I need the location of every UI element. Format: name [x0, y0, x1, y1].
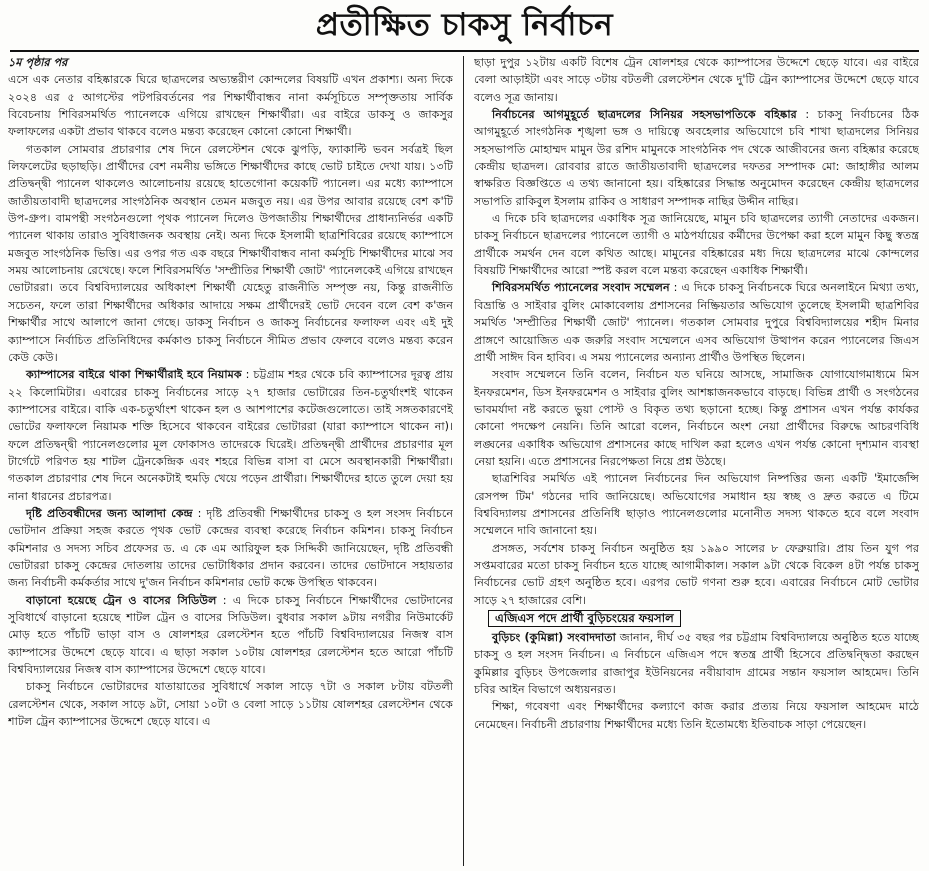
article-paragraph: গতকাল সোমবার প্রচারণার শেষ দিনে রেলস্টেশন থেকে ঝুপড়ি, ফ্যাকাল্টি ভবন সর্বত্রই ছিল লিফলেটের ছড়াছড়ি। প্রার্থীদের বেশ নমনীয় ভঙ্গিতে শিক্ষার্থীদের কাছে ভোট চাইতে দেখা যায়। ১৩টি প্রতিদ্বন্দ্বী প্যানেল থাকলেও আলোচনায় রয়েছে হাতেগোনা কয়েকটি প্যানেল। এর মধ্যে ক্যাম্পাসে জাতীয়তাবাদী ছাত্রদলের সাংগঠনিক অবস্থান তেমন মজবুত নয়। এর উপর আবার রয়েছে বেশ ক'টি উপ-গ্রুপ। বামপন্থী সংগঠনগুলো পৃথক প্যানেল দিলেও উপজাতীয় শিক্ষার্থীদের প্রাধান্যনির্ভর একটি প্যানেল থাকায় তারাও সুবিধাজনক অবস্থায় নেই। অন্য দিকে ইসলামী ছাত্রশিবিরের রয়েছে ক্যাম্পাসে মজবুত সাংগঠনিক ভিত্তি। এর ওপর গত এক বছরে শিক্ষার্থীবান্ধব নানা কর্মসূচি শিক্ষার্থীদের মাঝে সব সময় আলোচনায় রেখেছে। ফলে শিবিরসমর্থিত 'সম্প্রীতির শিক্ষার্থী জোট' প্যানেলকেই এগিয়ে রাখছেন ভোটাররা। তবে বিশ্ববিদ্যালয়ের অধিকাংশ শিক্ষার্থী যেহেতু রাজনীতি সম্পৃক্ত নয়, কিন্তু রাজনীতি সচেতন, ফলে তারা শিক্ষার্থীদের অধিকার আদায়ে সক্ষম প্রার্থীদেরই ভোট দেবেন বলে বেশ ক'জন শিক্ষার্থীর সাথে আলাপে জানা গেছে। ডাকসু নির্বাচন ও জাকসু নির্বাচনের ফলাফল এবং এই দুই ক্যাম্পাসে নির্বাচিত প্রতিনিধিদের কর্মকাণ্ড চাকসু নির্বাচনে সীমিত প্রভাব ফেলবে বলেও মন্তব্য করেন কেউ কেউ।: [8, 142, 453, 364]
article-paragraph: চাকসু নির্বাচনে ভোটারদের যাতায়াতের সুবিধার্থে সকাল সাড়ে ৭টা ও সকাল ৮টায় বটতলী রেলস্টেশন থেকে, সকাল সাড়ে ৯টা, সোয়া ১০টা ও বেলা সাড়ে ১১টায় ষোলশহর রেলস্টেশন থেকে শাটল ট্রেন ক্যাম্পাসের উদ্দেশে ছেড়ে যাবে। এ: [8, 680, 453, 729]
article-paragraph: শিক্ষা, গবেষণা এবং শিক্ষার্থীদের কল্যাণে কাজ করার প্রত্যয় নিয়ে ফয়সাল আহমেদ মাঠে নেমেছেন। নির্বাচনী প্রচারণায় শিক্ষার্থীদের মধ্যে তিনি ইতোমধ্যে ইতিবাচক সাড়া পেয়েছেন।: [474, 700, 919, 731]
paragraph-text: : এ দিকে চাকসু নির্বাচনে শিক্ষার্থীদের ভোটদানের সুবিধার্থে বাড়ানো হয়েছে শাটল ট্রেন ও বাসের সিডিউল। বুধবার সকাল ৯টায় নগরীর নিউমার্কেট মোড় হতে পাঁচটি ভাড়া বাস ও ষোলশহর রেলস্টেশন হতে পাঁচটি বিশ্ববিদ্যালয়ের নিজস্ব বাস ক্যাম্পাসের উদ্দেশে ছেড়ে যাবে। এ ছাড়া সকাল ১০টায় ষোলশহর রেলস্টেশন হতে আরো পাঁচটি বিশ্ববিদ্যালয়ের নিজস্ব বাস ক্যাম্পাসের উদ্দেশে ছেড়ে যাবে।: [8, 593, 453, 677]
article-paragraph: [474, 279, 919, 366]
headline-rule: [10, 50, 919, 52]
paragraph-text: জানান, দীর্ঘ ৩৫ বছর পর চট্টগ্রাম বিশ্ববিদ্যালয়ে অনুষ্ঠিত হতে যাচ্ছে চাকসু ও হল সংসদ নির্বাচন। এ নির্বাচনে এজিএস পদে স্বতন্ত্র প্রার্থী হিসেবে প্রতিদ্বন্দ্বিতা করছেন কুমিল্লার বুড়িচং উপজেলার রাজাপুর ইউনিয়নের নবীয়াবাদ গ্রামের সন্তান ফয়সাল আহমেদ। তিনি চবির আইন বিভাগে অধ্যয়নরত।: [474, 631, 919, 697]
correspondent-credit: বুড়িচং (কুমিল্লা) সংবাদদাতা: [492, 631, 616, 644]
article-paragraph: প্রসঙ্গত, সর্বশেষ চাকসু নির্বাচন অনুষ্ঠিত হয় ১৯৯০ সালের ৮ ফেব্রুয়ারি। প্রায় তিন যুগ পর সপ্তমবারের মতো চাকসু নির্বাচন হতে যাচ্ছে আগামীকাল। সকাল ৯টা থেকে বিকেল ৪টা পর্যন্ত চাকসু নির্বাচনের ভোট গ্রহণ অনুষ্ঠিত হবে। এরপর ভোট গণনা শুরু হবে। এবারের নির্বাচনে মোট ভোটার সাড়ে ২৭ হাজারের বেশি।: [474, 541, 919, 607]
article-paragraph: এসে এক নেতার বহিষ্কারকে ঘিরে ছাত্রদলের অভ্যন্তরীণ কোন্দলের বিষয়টি এখন প্রকাশ্য। অন্য দিকে ২০২৪ এর ৫ আগস্টের পটপরিবর্তনের পর শিক্ষার্থীবান্ধব নানা কর্মসূচিতে সম্পৃক্ততায় সার্বিক বিবেচনায় শিবিরসমর্থিত প্যানেলকে এগিয়ে রাখছেন শিক্ষার্থীরা। এর বাইরে ডাকসু ও জাকসুর ফলাফলের একটা প্রভাব থাকবে বলেও মন্তব্য করেছেন কোনো কোনো শিক্ষার্থী।: [8, 73, 453, 139]
column-divider: [463, 56, 464, 866]
page-title: প্রতীক্ষিত চাকসু নির্বাচন: [315, 7, 614, 43]
article-paragraph: [8, 505, 453, 592]
article-paragraph: [474, 106, 919, 210]
article-paragraph: সংবাদ সম্মেলনে তিনি বলেন, নির্বাচন যত ঘনিয়ে আসছে, সামাজিক যোগাযোগমাধ্যমে মিস ইনফরমেশন, ডিস ইনফরমেশন ও সাইবার বুলিং আশঙ্কাজনকভাবে বাড়ছে। বিভিন্ন প্রার্থী ও সংগঠনের ভাবমর্যাদা নষ্ট করতে ভুয়া পোস্ট ও বিকৃত তথ্য ছড়ানো হচ্ছে। কিন্তু প্রশাসন এখন পর্যন্ত কার্যকর কোনো পদক্ষেপ নেয়নি। তিনি আরো বলেন, নির্বাচনে অংশ নেয়া প্রার্থীদের বিরুদ্ধে আচরণবিধি লঙ্ঘনের একাধিক অভিযোগ প্রশাসনের কাছে দাখিল করা হলেও এখন পর্যন্ত কোনো দৃশ্যমান ব্যবস্থা নেয়া হয়নি। এতে প্রশাসনের নিরপেক্ষতা নিয়ে প্রশ্ন উঠছে।: [474, 368, 919, 468]
paragraph-text: : এ দিকে চাকসু নির্বাচনকে ঘিরে অনলাইনে মিথ্যা তথ্য, বিভ্রান্তি ও সাইবার বুলিং মোকাবেলায় প্রশাসনের নিষ্ক্রিয়তার অভিযোগ তুলেছে ইসলামী ছাত্রশিবির সমর্থিত 'সম্প্রীতির শিক্ষার্থী জোট' প্যানেল। গতকাল সোমবার দুপুরে বিশ্ববিদ্যালয়ের শহীদ মিনার প্রাঙ্গণে আয়োজিত এক জরুরি সংবাদ সম্মেলনে এসব অভিযোগ উত্থাপন করেন প্যানেলের জিএস প্রার্থী সাঈদ বিন হাবিব। এ সময় প্যানেলের অন্যান্য প্রার্থীও উপস্থিত ছিলেন।: [474, 281, 919, 364]
article-column-left: [8, 54, 453, 869]
article-column-right: [474, 54, 919, 869]
continued-from-kicker: ১ম পৃষ্ঠার পর: [8, 56, 68, 69]
paragraph-text: : চট্টগ্রাম শহর থেকে চবি ক্যাম্পাসের দূরত্ব প্রায় ২২ কিলোমিটার। এবারের চাকসু নির্বাচনের সাড়ে ২৭ হাজার ভোটারের তিন-চতুর্থাংশই থাকেন ক্যাম্পাসের বাইরে। বাকি এক-চতুর্থাংশ থাকেন হল ও আশপাশের কটেজগুলোতে। তাই সঙ্গতকারণেই ভোটের ফলাফলে নিয়ামক শক্তি হিসেবে থাকবেন বাইরের ভোটাররা (যারা ক্যাম্পাসে থাকেন না)। ফলে প্রতিদ্বন্দ্বী প্যানেলগুলোর মূল ফোকাসও তাদেরকে ঘিরেই। প্রতিদ্বন্দ্বী প্রার্থীদের প্রচারণার মূল টার্গেটে পরিণত হয় শাটল ট্রেনকেন্দ্রিক এবং শহরে বিভিন্ন বাসা বা মেসে অবস্থানকারী শিক্ষার্থীরা। গতকাল প্রচারণার শেষ দিনে অনেকটাই হুমড়ি খেয়ে পড়েন প্রার্থীরা। শিক্ষার্থীদের হাতে তুলে দেয়া হয় নানা ধারনের প্রচারপত্র।: [8, 368, 453, 503]
paragraph-text: : দৃষ্টি প্রতিবন্ধী শিক্ষার্থীদের চাকসু ও হল সংসদ নির্বাচনে ভোটদান প্রক্রিয়া সহজ করতে পৃথক ভোট কেন্দ্রের ব্যবস্থা করেছে নির্বাচন কমিশন। চাকসু নির্বাচন কমিশনার ও সদস্য সচিব প্রফেসর ড. এ কে এম আরিফুল হক সিদ্দিকী জানিয়েছেন, দৃষ্টি প্রতিবন্ধী ভোটাররা চাকসু কেন্দ্রের দোতলায় তাদের ভোটাধিকার প্রদান করবেন। তাদের ভোটদানে সহায়তার জন্য নির্বাচনী কর্মকর্তার সাথে দু'জন নির্বাচন কমিশনার ভোট কক্ষে উপস্থিত থাকবেন।: [8, 506, 453, 590]
subheading: বাড়ানো হয়েছে ট্রেন ও বাসের সিডিউল: [26, 593, 217, 607]
article-paragraph: ছাড়া দুপুর ১২টায় একটি বিশেষ ট্রেন ষোলশহর থেকে ক্যাম্পাসের উদ্দেশে ছেড়ে যাবে। এর বাইরে বেলা আড়াইটা এবং সাড়ে ৩টায় বটতলী রেলস্টেশন থেকে দু'টি ট্রেন ক্যাম্পাসের উদ্দেশে ছেড়ে যাবে বলেও সূত্র জানায়।: [474, 56, 919, 104]
subheading: শিবিরসমর্থিত প্যানেলের সংবাদ সম্মেলন: [492, 281, 670, 295]
article-paragraph: এ দিকে চবি ছাত্রদলের একাধিক সূত্র জানিয়েছে, মামুন চবি ছাত্রদলের ত্যাগী নেতাদের একজন। চাকসু নির্বাচনে ছাত্রদলের প্যানেলে ত্যাগী ও মাঠপর্যায়ের কর্মীদের উপেক্ষা করা হলে মামুন কিছু স্বতন্ত্র প্রার্থীকে সমর্থন দেন বলে কথিত আছে। মামুনের বহিষ্কারের মধ্য দিয়ে ছাত্রদলের মাঝে কোন্দলের বিষয়টি শিক্ষার্থীদের আরো স্পষ্ট করল বলে মন্তব্য করেছেন একাধিক শিক্ষার্থী।: [474, 212, 919, 278]
article-paragraph: [8, 592, 453, 679]
subheading: নির্বাচনের আগমুহূর্তে ছাত্রদলের সিনিয়র সহসভাপতিকে বহিষ্কার: [492, 108, 797, 122]
article-paragraph: [8, 54, 453, 71]
article-paragraph: [8, 366, 453, 505]
subheading: দৃষ্টি প্রতিবন্ধীদের জন্য আলাদা কেন্দ্র: [26, 506, 193, 520]
paragraph-text: : চাকসু নির্বাচনের ঠিক আগমুহূর্তে সাংগঠনিক শৃঙ্খলা ভঙ্গ ও দায়িত্বে অবহেলার অভিযোগে চবি শাখা ছাত্রদলের সিনিয়র সহসভাপতি মোহাম্মদ মামুন উর রশিদ মামুনকে সাংগঠনিক পদ থেকে আজীবনের জন্য বহিষ্কার করেছে কেন্দ্রীয় ছাত্রদল। রোববার রাতে জাতীয়তাবাদী ছাত্রদলের দফতর সম্পাদক মো: জাহাঙ্গীর আলম স্বাক্ষরিত বিজ্ঞপ্তিতে এ তথ্য জানানো হয়। বহিষ্কারের সিদ্ধান্ত অনুমোদন করেছেন কেন্দ্রীয় ছাত্রদলের সভাপতি রাকিবুল ইসলাম রাকিব ও সাধারণ সম্পাদক নাছির উদ্দীন নাছির।: [474, 108, 919, 208]
subheading: ক্যাম্পাসের বাইরে থাকা শিক্ষার্থীরাই হবে নিয়ামক: [26, 368, 242, 382]
boxed-subheading: এজিএস পদে প্রার্থী বুড়িচংয়ের ফয়সাল: [488, 610, 681, 627]
article-paragraph: ছাত্রশিবির সমর্থিত এই প্যানেল নির্বাচনের দিন অভিযোগ নিষ্পত্তির জন্য একটি 'ইমার্জেন্সি রেসপন্স টিম' গঠনের দাবি জানিয়েছে। অভিযোগের সমাধান হয় স্বচ্ছ ও দ্রুত করতে এ টিমে বিশ্ববিদ্যালয় প্রশাসনের প্রতিনিধি ছাড়াও প্যানেলগুলোর মনোনীত সদস্য থাকতে হবে বলে সংবাদ সম্মেলনে দাবি জানানো হয়।: [474, 472, 919, 538]
article-paragraph: [474, 629, 919, 698]
